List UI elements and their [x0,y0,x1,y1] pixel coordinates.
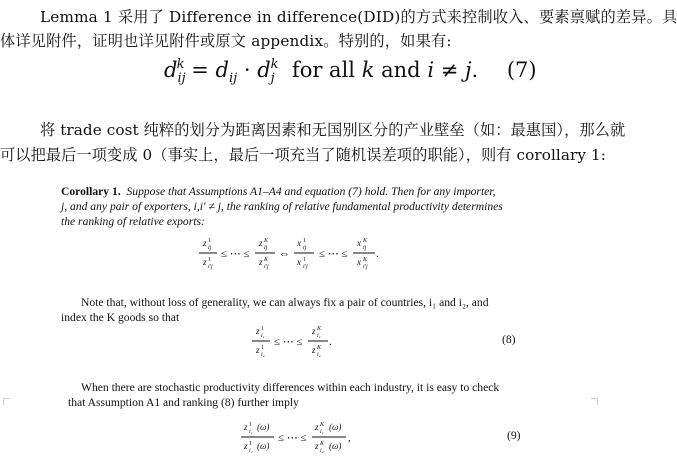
svg-text:K: K [363,238,368,244]
svg-text:(ω): (ω) [257,441,270,451]
svg-text:(ω): (ω) [329,422,342,432]
paragraph-1-line-2: 体详见附件，证明也详见附件或原文 appendix。特别的，如果有: [0,32,452,50]
svg-text:i₂: i₂ [261,352,265,358]
svg-text:z: z [203,238,207,248]
svg-text:≤ ⋯ ≤: ≤ ⋯ ≤ [278,432,307,444]
svg-text:i₁: i₁ [317,333,321,339]
svg-text:1: 1 [249,441,252,447]
svg-text:x: x [357,257,361,267]
svg-text:ij: ij [303,245,307,251]
svg-text:i′j: i′j [264,264,269,270]
svg-text:x: x [297,238,301,248]
svg-text:K: K [363,257,368,263]
svg-text:z: z [259,257,263,267]
svg-text:⇔: ⇔ [279,248,290,260]
eq7-and: and [381,58,421,82]
svg-text:i′j: i′j [303,264,308,270]
svg-text:i₁: i₁ [320,429,324,435]
paragraph-1-line-1: Lemma 1 采用了 Difference in difference(DID)的方式来控制收入、要素禀赋的差异。具 [40,8,677,26]
equation-9 [238,416,368,462]
eq7-for-all: for all [291,58,356,82]
equation-8 [248,320,358,364]
note-line-2: index the K goods so that [61,311,180,324]
svg-text:≤ ⋯ ≤: ≤ ⋯ ≤ [319,248,348,260]
equation-7: $d_{ij}^k = d_{ij} \cdot d_j^k$ for all k and i ≠ j. (7) [164,57,537,86]
svg-text:K: K [264,257,269,263]
corollary-line-1 [61,185,495,198]
corollary-statement: Suppose that Assumptions A1–A4 and equation (7) hold. Then for any importer, [126,185,496,198]
svg-text:1: 1 [249,422,252,428]
paragraph-2-line-2: 可以把最后一项变成 0（事实上，最后一项充当了随机误差项的职能），则有 corollary 1: [0,146,606,164]
svg-text:≤ ⋯ ≤: ≤ ⋯ ≤ [221,248,250,260]
svg-text:z: z [256,326,260,336]
svg-text:1: 1 [261,326,264,332]
svg-text:i′j: i′j [208,264,213,270]
page-corner-mark-right [591,398,598,405]
svg-text:1: 1 [208,257,211,263]
svg-text:(ω): (ω) [329,441,342,451]
svg-text:K: K [320,422,325,428]
svg-text:x: x [297,257,301,267]
svg-text:ij: ij [264,245,268,251]
svg-text:K: K [320,441,325,447]
svg-text:1: 1 [303,257,306,263]
svg-text:z: z [203,257,207,267]
svg-text:.: . [329,336,332,348]
svg-text:z: z [312,345,316,355]
svg-text:,: , [348,432,351,444]
svg-text:K: K [317,345,322,351]
paragraph-2-line-1: 将 trade cost 纯粹的划分为距离因素和无国别区分的产业壁垒（如：最惠国），那么就 [40,121,626,139]
svg-text:i₂: i₂ [320,448,324,454]
corollary-ranking-equation [195,232,435,276]
svg-text:.: . [376,248,379,260]
svg-text:ij: ij [208,245,212,251]
eq9-tag: (9) [507,429,521,442]
when-line-2: that Assumption A1 and ranking (8) further imply [68,396,299,409]
when-line-1: When there are stochastic productivity differences within each industry, it is easy to check [81,381,500,394]
eq7-tag: (7) [506,58,537,82]
svg-text:1: 1 [261,345,264,351]
svg-text:ij: ij [363,245,367,251]
svg-text:i₁: i₁ [249,429,253,435]
svg-text:z: z [315,422,319,432]
svg-text:1: 1 [208,238,211,244]
svg-text:i₂: i₂ [249,448,253,454]
svg-text:i₁: i₁ [261,333,265,339]
svg-text:≤ ⋯ ≤: ≤ ⋯ ≤ [274,336,303,348]
corollary-line-2: j, and any pair of exporters, i,i′ ≠ j, the ranking of relative fundamental productivity determines [61,200,503,213]
svg-text:i₂: i₂ [317,352,321,358]
paper-excerpt-image [0,172,599,460]
svg-text:x: x [357,238,361,248]
svg-text:i′j: i′j [363,264,368,270]
eq8-tag: (8) [502,333,516,346]
note-line-1: Note that, without loss of generality, we can always fix a pair of countries, i₁ and i₂, and [81,296,489,309]
svg-text:z: z [259,238,263,248]
svg-text:K: K [317,326,322,332]
svg-text:z: z [244,441,248,451]
svg-text:z: z [315,441,319,451]
svg-text:z: z [244,422,248,432]
corollary-line-3: the ranking of relative exports: [61,215,205,228]
svg-text:K: K [264,238,269,244]
svg-text:z: z [312,326,316,336]
corollary-label: Corollary 1. [61,185,121,198]
svg-text:1: 1 [303,238,306,244]
svg-text:z: z [256,345,260,355]
page-corner-mark-left [3,398,10,405]
svg-text:(ω): (ω) [257,422,270,432]
